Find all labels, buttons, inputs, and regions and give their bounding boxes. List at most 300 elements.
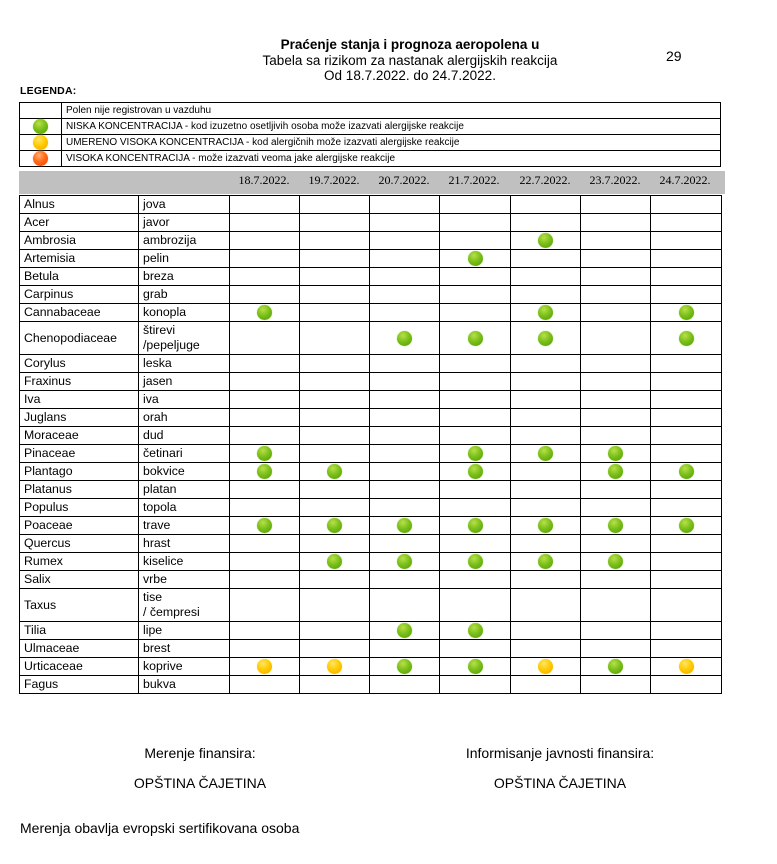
concentration-cell [230,427,300,445]
concentration-cell [581,517,651,535]
concentration-cell [440,427,511,445]
concentration-cell [300,232,370,250]
concentration-cell [651,373,722,391]
concentration-cell [440,481,511,499]
concentration-cell [370,355,440,373]
table-row [20,304,722,322]
concentration-cell [230,286,300,304]
concentration-cell [300,517,370,535]
table-row [20,481,722,499]
concentration-cell [300,499,370,517]
concentration-cell [230,640,300,658]
latin-name-cell: Carpinus [20,286,139,304]
concentration-cell [370,463,440,481]
concentration-cell [300,427,370,445]
green-dot-icon [468,659,483,674]
concentration-cell [230,622,300,640]
measurement-funding [100,738,300,798]
green-dot-icon [538,331,553,346]
concentration-cell [511,196,581,214]
legend-icon-cell [20,135,62,151]
concentration-cell [581,304,651,322]
date-range: Od 18.7.2022. do 24.7.2022. [324,68,496,83]
green-dot-icon [468,446,483,461]
orange-dot-icon [33,151,48,166]
date-column-header: 20.7.2022. [378,173,430,187]
green-dot-icon [608,554,623,569]
date-column-header: 22.7.2022. [519,173,571,187]
table-row [20,463,722,481]
concentration-cell [370,658,440,676]
concentration-cell [230,499,300,517]
concentration-cell [230,322,300,355]
pollen-risk-table [19,195,722,694]
concentration-cell [651,427,722,445]
concentration-cell [230,373,300,391]
concentration-cell [370,517,440,535]
local-name-cell: dud [139,427,230,445]
local-name-cell: jova [139,196,230,214]
concentration-cell [651,304,722,322]
table-row [20,427,722,445]
concentration-cell [651,553,722,571]
concentration-cell [581,445,651,463]
local-name-cell: platan [139,481,230,499]
measurement-funding-value: OPŠTINA ČAJETINA [133,775,267,791]
concentration-cell [581,676,651,694]
document-title-block [230,37,590,84]
green-dot-icon [538,554,553,569]
local-name-cell: četinari [139,445,230,463]
concentration-cell [651,640,722,658]
concentration-cell [230,535,300,553]
concentration-cell [300,250,370,268]
concentration-cell [651,676,722,694]
concentration-cell [511,445,581,463]
concentration-cell [581,355,651,373]
concentration-cell [370,250,440,268]
concentration-cell [651,499,722,517]
local-name-cell: koprive [139,658,230,676]
concentration-cell [300,622,370,640]
concentration-cell [511,286,581,304]
concentration-cell [651,658,722,676]
concentration-cell [230,304,300,322]
concentration-cell [230,553,300,571]
concentration-cell [230,676,300,694]
concentration-cell [440,322,511,355]
legend-table [19,102,721,167]
concentration-cell [581,427,651,445]
concentration-cell [370,640,440,658]
concentration-cell [581,481,651,499]
concentration-cell [651,463,722,481]
concentration-cell [370,589,440,622]
local-name-cell: breza [139,268,230,286]
concentration-cell [511,481,581,499]
concentration-cell [581,373,651,391]
concentration-cell [370,373,440,391]
concentration-cell [511,640,581,658]
concentration-cell [230,463,300,481]
local-name-cell: trave [139,517,230,535]
legend-text: Polen nije registrovan u vazduhu [62,103,721,119]
concentration-cell [651,517,722,535]
concentration-cell [370,499,440,517]
local-name-cell: grab [139,286,230,304]
concentration-cell [581,268,651,286]
concentration-cell [230,589,300,622]
local-name-cell: kiselice [139,553,230,571]
local-name-cell: hrast [139,535,230,553]
concentration-cell [370,481,440,499]
latin-name-cell: Iva [20,391,139,409]
latin-name-cell: Fraxinus [20,373,139,391]
concentration-cell [370,322,440,355]
local-name-cell: tise / čempresi [139,589,230,622]
latin-name-cell: Plantago [20,463,139,481]
concentration-cell [581,322,651,355]
green-dot-icon [538,233,553,248]
concentration-cell [511,589,581,622]
concentration-cell [511,676,581,694]
green-dot-icon [679,518,694,533]
concentration-cell [511,214,581,232]
table-row [20,250,722,268]
green-dot-icon [679,305,694,320]
concentration-cell [511,268,581,286]
concentration-cell [651,355,722,373]
table-row [20,373,722,391]
concentration-cell [230,658,300,676]
local-name-cell: iva [139,391,230,409]
document-title: Praćenje stanja i prognoza aeropolena u [280,37,540,52]
concentration-cell [511,571,581,589]
table-row [20,409,722,427]
green-dot-icon [608,518,623,533]
green-dot-icon [608,446,623,461]
concentration-cell [370,409,440,427]
concentration-cell [370,268,440,286]
local-name-cell: ambrozija [139,232,230,250]
concentration-cell [511,499,581,517]
table-row [20,286,722,304]
concentration-cell [370,286,440,304]
concentration-cell [230,409,300,427]
legend-icon-cell [20,103,62,119]
local-name-cell: konopla [139,304,230,322]
concentration-cell [300,481,370,499]
local-name-cell: lipe [139,622,230,640]
concentration-cell [581,553,651,571]
latin-name-cell: Artemisia [20,250,139,268]
local-name-cell: javor [139,214,230,232]
concentration-cell [511,322,581,355]
green-dot-icon [468,554,483,569]
green-dot-icon [397,331,412,346]
concentration-cell [440,676,511,694]
measurement-funding-label: Merenje finansira: [144,745,256,761]
yellow-dot-icon [33,135,48,150]
concentration-cell [440,658,511,676]
concentration-cell [440,553,511,571]
concentration-cell [651,286,722,304]
public-info-funding-label: Informisanje javnosti finansira: [465,745,655,761]
concentration-cell [230,391,300,409]
concentration-cell [651,481,722,499]
concentration-cell [581,640,651,658]
green-dot-icon [397,518,412,533]
concentration-cell [370,535,440,553]
concentration-cell [511,622,581,640]
concentration-cell [651,409,722,427]
table-row [20,355,722,373]
concentration-cell [440,445,511,463]
concentration-cell [651,589,722,622]
concentration-cell [511,373,581,391]
local-name-cell: vrbe [139,571,230,589]
concentration-cell [440,463,511,481]
green-dot-icon [679,331,694,346]
date-column-header: 21.7.2022. [448,173,500,187]
concentration-cell [300,571,370,589]
green-dot-icon [397,623,412,638]
latin-name-cell: Tilia [20,622,139,640]
latin-name-cell: Betula [20,268,139,286]
concentration-cell [581,232,651,250]
concentration-cell [440,355,511,373]
yellow-dot-icon [538,659,553,674]
date-column-header: 18.7.2022. [238,173,290,187]
green-dot-icon [538,518,553,533]
concentration-cell [230,481,300,499]
green-dot-icon [257,446,272,461]
latin-name-cell: Chenopodiaceae [20,322,139,355]
table-row [20,268,722,286]
concentration-cell [300,463,370,481]
concentration-cell [370,676,440,694]
local-name-cell: jasen [139,373,230,391]
green-dot-icon [468,331,483,346]
latin-name-cell: Moraceae [20,427,139,445]
concentration-cell [581,589,651,622]
table-row [20,322,722,355]
concentration-cell [651,391,722,409]
legend-icon-cell [20,151,62,167]
legend-heading: LEGENDA: [20,85,77,97]
concentration-cell [300,268,370,286]
public-info-funding-value: OPŠTINA ČAJETINA [493,775,627,791]
concentration-cell [300,304,370,322]
concentration-cell [300,409,370,427]
concentration-cell [230,355,300,373]
green-dot-icon [468,251,483,266]
concentration-cell [581,214,651,232]
green-dot-icon [327,554,342,569]
table-row [20,589,722,622]
concentration-cell [440,214,511,232]
concentration-cell [370,196,440,214]
concentration-cell [581,196,651,214]
concentration-cell [230,268,300,286]
concentration-cell [651,250,722,268]
concentration-cell [651,622,722,640]
local-name-cell: bokvice [139,463,230,481]
concentration-cell [511,355,581,373]
legend-icon-cell [20,119,62,135]
concentration-cell [370,391,440,409]
table-row [20,232,722,250]
concentration-cell [511,232,581,250]
concentration-cell [511,304,581,322]
date-header-band [19,171,725,194]
table-row [20,640,722,658]
legend-text: VISOKA KONCENTRACIJA - može izazvati veoma jake alergijske reakcije [62,151,721,167]
concentration-cell [300,286,370,304]
concentration-cell [651,268,722,286]
table-row [20,622,722,640]
concentration-cell [651,232,722,250]
concentration-cell [440,232,511,250]
concentration-cell [300,373,370,391]
concentration-cell [651,535,722,553]
latin-name-cell: Taxus [20,589,139,622]
local-name-cell: leska [139,355,230,373]
table-row [20,658,722,676]
green-dot-icon [257,305,272,320]
table-row [20,391,722,409]
latin-name-cell: Acer [20,214,139,232]
concentration-cell [370,445,440,463]
concentration-cell [581,535,651,553]
table-row [20,535,722,553]
green-dot-icon [327,464,342,479]
local-name-cell: pelin [139,250,230,268]
table-row [20,499,722,517]
concentration-cell [300,589,370,622]
concentration-cell [370,214,440,232]
latin-name-cell: Populus [20,499,139,517]
concentration-cell [370,571,440,589]
concentration-cell [651,571,722,589]
green-dot-icon [608,464,623,479]
concentration-cell [581,409,651,427]
concentration-cell [440,268,511,286]
green-dot-icon [257,464,272,479]
concentration-cell [230,571,300,589]
table-row [20,676,722,694]
concentration-cell [300,391,370,409]
concentration-cell [511,535,581,553]
latin-name-cell: Urticaceae [20,658,139,676]
date-column-header: 24.7.2022. [659,173,711,187]
table-row [20,214,722,232]
local-name-cell: bukva [139,676,230,694]
concentration-cell [440,409,511,427]
green-dot-icon [679,464,694,479]
concentration-cell [230,214,300,232]
concentration-cell [581,622,651,640]
concentration-cell [511,463,581,481]
concentration-cell [511,553,581,571]
concentration-cell [581,463,651,481]
concentration-cell [511,250,581,268]
legend-row [20,103,721,119]
latin-name-cell: Poaceae [20,517,139,535]
concentration-cell [440,391,511,409]
concentration-cell [230,250,300,268]
concentration-cell [440,535,511,553]
concentration-cell [440,622,511,640]
concentration-cell [300,355,370,373]
legend-row [20,135,721,151]
concentration-cell [300,535,370,553]
concentration-cell [370,553,440,571]
document-subtitle: Tabela sa rizikom za nastanak alergijskih reakcija [262,52,558,68]
latin-name-cell: Pinaceae [20,445,139,463]
table-row [20,517,722,535]
concentration-cell [440,589,511,622]
concentration-cell [581,658,651,676]
green-dot-icon [257,518,272,533]
concentration-cell [300,676,370,694]
concentration-cell [230,445,300,463]
concentration-cell [511,409,581,427]
green-dot-icon [538,305,553,320]
concentration-cell [440,196,511,214]
yellow-dot-icon [327,659,342,674]
concentration-cell [651,196,722,214]
table-row [20,571,722,589]
public-info-funding [430,738,690,798]
concentration-cell [581,499,651,517]
legend-text: NISKA KONCENTRACIJA - kod izuzetno osetljivih osoba može izazvati alergijske reakcije [62,119,721,135]
yellow-dot-icon [257,659,272,674]
concentration-cell [440,286,511,304]
concentration-cell [300,196,370,214]
concentration-cell [440,304,511,322]
concentration-cell [651,214,722,232]
legend-row [20,151,721,167]
latin-name-cell: Alnus [20,196,139,214]
concentration-cell [230,517,300,535]
local-name-cell: topola [139,499,230,517]
concentration-cell [300,445,370,463]
page-number: 29 [666,48,682,64]
concentration-cell [440,499,511,517]
table-row [20,553,722,571]
latin-name-cell: Cannabaceae [20,304,139,322]
latin-name-cell: Platanus [20,481,139,499]
green-dot-icon [608,659,623,674]
green-dot-icon [33,119,48,134]
latin-name-cell: Corylus [20,355,139,373]
concentration-cell [651,322,722,355]
concentration-cell [300,553,370,571]
latin-name-cell: Juglans [20,409,139,427]
yellow-dot-icon [679,659,694,674]
concentration-cell [230,196,300,214]
latin-name-cell: Ambrosia [20,232,139,250]
concentration-cell [581,286,651,304]
date-column-header: 19.7.2022. [308,173,360,187]
concentration-cell [370,427,440,445]
concentration-cell [511,391,581,409]
concentration-cell [300,322,370,355]
concentration-cell [511,427,581,445]
green-dot-icon [327,518,342,533]
green-dot-icon [397,659,412,674]
